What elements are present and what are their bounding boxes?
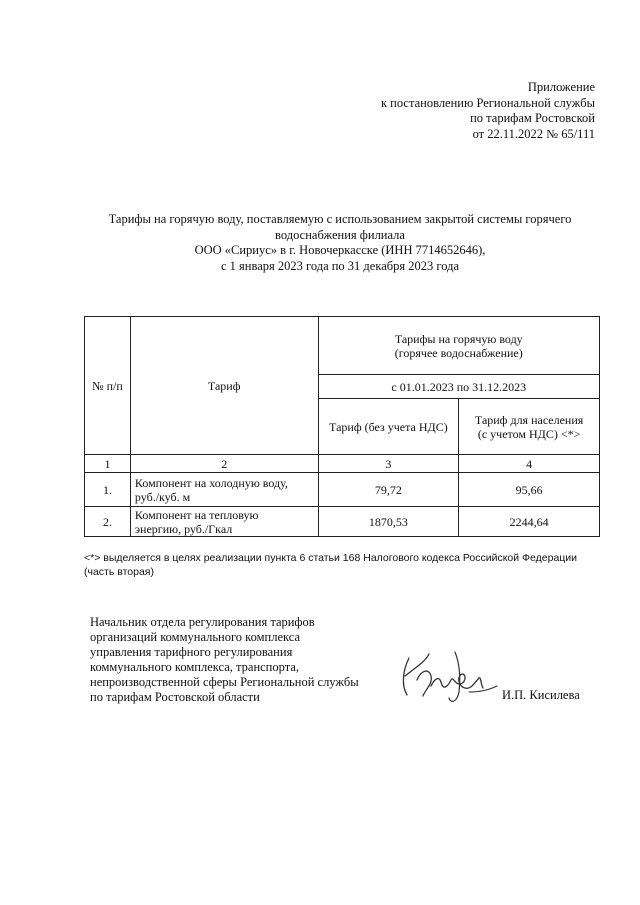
signer-name: И.П. Кисилева xyxy=(502,688,580,702)
header-population-line1: Тариф для населения xyxy=(474,412,584,427)
row-name-line1: Компонент на холодную воду, xyxy=(134,475,288,490)
row-name xyxy=(130,507,318,537)
row-name xyxy=(130,473,318,507)
row-number: 2. xyxy=(85,507,131,537)
row-no-vat-value: 79,72 xyxy=(318,473,459,507)
row-name-line2: энергию, руб./Гкал xyxy=(134,521,233,536)
tariff-table xyxy=(84,316,600,537)
header-hot-water-group xyxy=(318,317,599,375)
title-line: Тарифы на горячую воду, поставляемую с использованием закрытой системы горячего xyxy=(108,212,572,226)
row-number: 1. xyxy=(85,473,131,507)
appendix-line: Приложение xyxy=(527,80,595,94)
header-population xyxy=(459,399,600,455)
header-tariff: Тариф xyxy=(130,317,318,455)
row-name-line1: Компонент на тепловую xyxy=(134,507,259,522)
signer-position-line: организаций коммунального комплекса xyxy=(90,630,301,644)
table-row xyxy=(85,507,600,537)
header-population-line2: (с учетом НДС) <*> xyxy=(477,426,581,441)
appendix-line: к постановлению Региональной службы xyxy=(380,95,595,110)
row-no-vat-value: 1870,53 xyxy=(318,507,459,537)
table-row xyxy=(85,473,600,507)
header-number: № п/п xyxy=(85,317,131,455)
row-name-line2: руб./куб. м xyxy=(134,489,191,504)
header-group-line2: (горячее водоснабжение) xyxy=(394,345,523,360)
title-line: водоснабжения филиала xyxy=(275,227,405,242)
handwritten-signature xyxy=(395,640,500,710)
row-with-vat-value: 2244,64 xyxy=(459,507,600,537)
title-line: с 1 января 2023 года по 31 декабря 2023 года xyxy=(220,258,459,273)
signer-position-line: по тарифам Ростовской области xyxy=(90,690,260,704)
document-title xyxy=(60,212,620,274)
signer-position-line: непроизводственной сферы Региональной службы xyxy=(90,675,359,689)
row-with-vat-value: 95,66 xyxy=(459,473,600,507)
title-line: ООО «Сириус» в г. Новочеркасске (ИНН 7714652646), xyxy=(194,243,486,257)
signer-position xyxy=(90,615,359,705)
footnote: <*> выделяется в целях реализации пункта 6 статьи 168 Налогового кодекса Российской Федерации (часть вторая) xyxy=(84,552,578,578)
index-cell: 3 xyxy=(318,455,459,473)
index-cell: 1 xyxy=(85,455,131,473)
header-no-vat: Тариф (без учета НДС) xyxy=(318,399,459,455)
index-cell: 4 xyxy=(459,455,600,473)
header-period: с 01.01.2023 по 31.12.2023 xyxy=(318,375,599,399)
signer-position-line: управления тарифного регулирования xyxy=(90,645,293,659)
appendix-line: от 22.11.2022 № 65/111 xyxy=(472,126,595,141)
index-cell: 2 xyxy=(130,455,318,473)
appendix-header xyxy=(381,80,595,142)
signer-position-line: Начальник отдела регулирования тарифов xyxy=(90,615,315,629)
appendix-line: по тарифам Ростовской xyxy=(470,111,595,125)
signer-position-line: коммунального комплекса, транспорта, xyxy=(90,660,299,674)
table-index-row xyxy=(85,455,600,473)
header-group-line1: Тарифы на горячую воду xyxy=(394,331,523,346)
